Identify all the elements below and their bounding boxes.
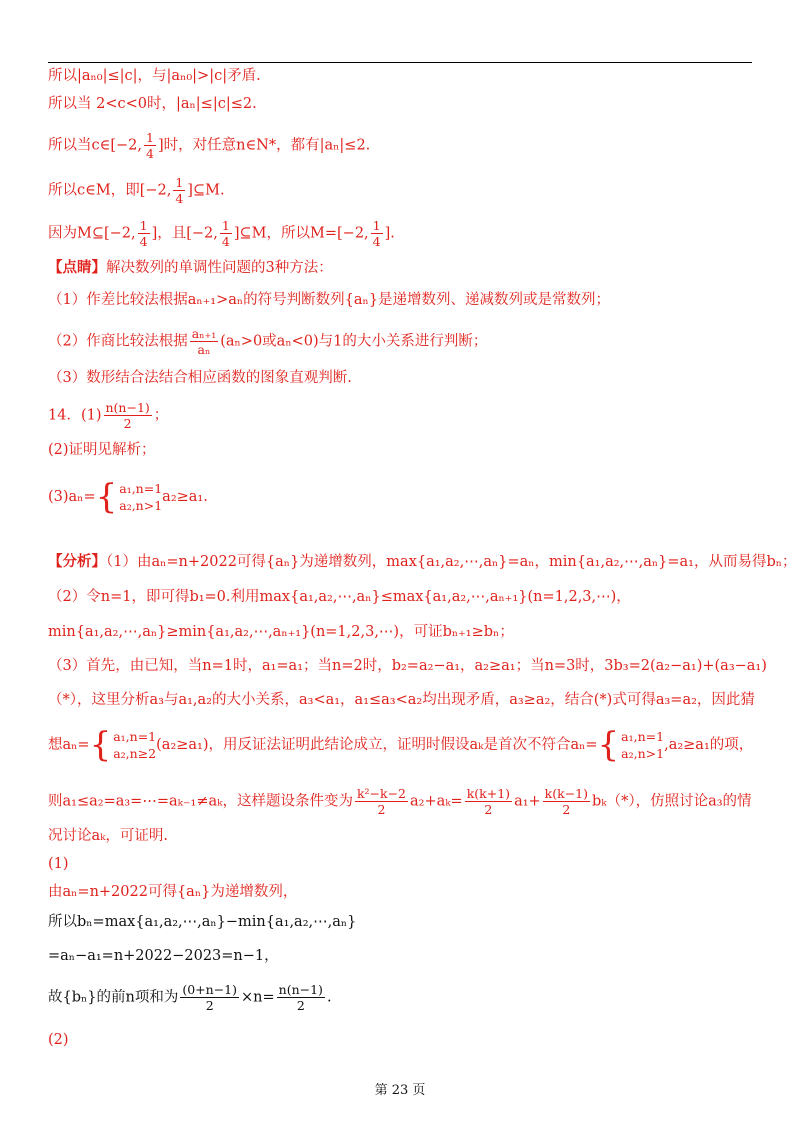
analysis-6-part-c: ,a₂≥a₁的项， bbox=[664, 737, 754, 753]
frac-num: 1 bbox=[146, 130, 154, 145]
case-row-1: a₁,n=1 bbox=[113, 729, 157, 744]
frac-num: k(k−1) bbox=[544, 786, 589, 801]
solution-1-text: (1) bbox=[48, 856, 69, 872]
solution-6-text: (2) bbox=[48, 1032, 69, 1048]
frac-den: 2 bbox=[296, 998, 305, 1013]
header-rule bbox=[48, 62, 752, 63]
analysis-2-text: （2）令n=1，即可得b₁=0.利用max{a₁,a₂,⋯,aₙ}≤max{a₁,a₂,⋯,aₙ₊₁}(n=1,2,3,⋯)， bbox=[48, 589, 631, 605]
frac-num: 1 bbox=[139, 218, 148, 233]
solution-4 bbox=[48, 946, 279, 966]
analysis-3 bbox=[48, 622, 514, 642]
frac-den: 2 bbox=[205, 998, 214, 1013]
q14-answer-2 bbox=[48, 440, 156, 460]
solution-5 bbox=[48, 982, 332, 1013]
analysis-tag: 【分析】 bbox=[48, 553, 106, 570]
line-4-part-a: 所以c∈M，即[−2, bbox=[48, 182, 172, 199]
frac-den: 4 bbox=[372, 234, 381, 249]
fraction-quarter bbox=[173, 175, 185, 206]
frac-den: 4 bbox=[146, 146, 154, 161]
case-row-2: a₂,n>1 bbox=[119, 498, 163, 513]
frac-den: 2 bbox=[562, 802, 571, 817]
line-5-part-c: ]⊆M，所以M=[−2, bbox=[233, 225, 369, 242]
solution-3-text: 所以bₙ=max{a₁,a₂,⋯,aₙ}−min{a₁,a₂,⋯,aₙ} bbox=[48, 914, 357, 930]
frac-den: aₙ bbox=[197, 342, 211, 357]
solution-2 bbox=[48, 882, 297, 902]
solution-2-text: 由aₙ=n+2022可得{aₙ}为递增数列， bbox=[48, 884, 298, 900]
q14-3-part-a: (3)aₙ= bbox=[48, 489, 96, 505]
frac-den: 2 bbox=[377, 802, 386, 817]
q14-part-a: 14．(1) bbox=[48, 407, 102, 424]
analysis-3-text: min{a₁,a₂,⋯,aₙ}≥min{a₁,a₂,⋯,aₙ₊₁}(n=1,2,3,⋯)，可证bₙ₊₁≥bₙ； bbox=[48, 624, 514, 640]
tip-heading bbox=[48, 258, 333, 278]
analysis-8-text: 况讨论aₖ，可证明. bbox=[48, 828, 169, 844]
text-line-2 bbox=[48, 94, 257, 114]
q14-answer-2-text: (2)证明见解析； bbox=[48, 442, 156, 458]
fraction-k2 bbox=[465, 786, 512, 817]
frac-num: 1 bbox=[221, 218, 230, 233]
frac-den: 2 bbox=[123, 416, 132, 431]
fraction-quarter bbox=[371, 218, 383, 249]
frac-num: k(k+1) bbox=[466, 786, 511, 801]
line-1-text: 所以|aₙ₀|≤|c|，与|aₙ₀|>|c|矛盾. bbox=[48, 68, 261, 84]
line-5-part-b: ]，且[−2, bbox=[151, 225, 218, 242]
solution-3 bbox=[48, 912, 356, 932]
analysis-7 bbox=[48, 786, 752, 817]
frac-num: n(n−1) bbox=[278, 982, 323, 997]
q14-answer-1 bbox=[48, 400, 168, 431]
frac-num: n(n−1) bbox=[105, 400, 150, 415]
cases-expression: { a₁,n=1 a₂,n>1 bbox=[95, 477, 163, 517]
analysis-6-part-b: (a₂≥a₁)，用反证法证明此结论成立，证明时假设aₖ是首次不符合aₙ= bbox=[156, 737, 598, 753]
analysis-1 bbox=[48, 552, 797, 572]
tip-text: 解决数列的单调性问题的3种方法： bbox=[106, 260, 333, 276]
case-row-2: a₂,n≥2 bbox=[113, 746, 157, 761]
frac-num: k²−k−2 bbox=[356, 786, 407, 801]
analysis-7-part-d: bₖ（*），仿照讨论a₃的情 bbox=[592, 793, 752, 810]
text-line-3 bbox=[48, 130, 370, 161]
case-row-1: a₁,n=1 bbox=[119, 481, 163, 496]
tip-tag: 【点睛】 bbox=[48, 259, 106, 276]
analysis-8 bbox=[48, 826, 168, 846]
solution-5-part-b: ×n= bbox=[241, 989, 275, 1006]
q14-3-part-b: a₂≥a₁. bbox=[162, 489, 208, 505]
fraction-k3 bbox=[543, 786, 590, 817]
method-2 bbox=[48, 326, 487, 357]
analysis-7-part-c: a₁+ bbox=[514, 793, 541, 810]
method-1-text: （1）作差比较法根据aₙ₊₁>aₙ的符号判断数列{aₙ}是递增数列、递减数列或是常数列； bbox=[48, 292, 611, 308]
solution-5-part-c: . bbox=[326, 989, 332, 1006]
cases-expression: { a₁,n=1 a₂,n≥2 bbox=[89, 725, 157, 765]
q14-answer-3 bbox=[48, 477, 208, 517]
fraction-sum bbox=[180, 982, 239, 1013]
frac-num: 1 bbox=[372, 218, 381, 233]
method-2-part-b: (aₙ>0或aₙ<0)与1的大小关系进行判断； bbox=[220, 333, 488, 350]
fraction-quarter bbox=[138, 218, 150, 249]
frac-num: 1 bbox=[175, 175, 184, 190]
analysis-4 bbox=[48, 656, 767, 676]
solution-5-part-a: 故{bₙ}的前n项和为 bbox=[48, 989, 179, 1006]
line-5-part-a: 因为M⊆[−2, bbox=[48, 225, 136, 242]
analysis-7-part-b: a₂+aₖ= bbox=[410, 793, 463, 810]
analysis-5-text: （*），这里分析a₃与a₁,a₂的大小关系，a₃<a₁，a₁≤a₃<a₂均出现矛盾，a₃≥a₂，结合(*)式可得a₃=a₂，因此猜 bbox=[48, 692, 755, 708]
analysis-6 bbox=[48, 725, 754, 765]
fraction-ratio bbox=[190, 326, 218, 357]
analysis-1-text: （1）由aₙ=n+2022可得{aₙ}为递增数列，max{a₁,a₂,⋯,aₙ}=aₙ，min{a₁,a₂,⋯,aₙ}=a₁，从而易得bₙ； bbox=[106, 554, 797, 570]
page-number: 第 23 页 bbox=[374, 1083, 426, 1098]
solution-1 bbox=[48, 854, 69, 874]
line-4-part-b: ]⊆M. bbox=[187, 182, 225, 199]
frac-den: 4 bbox=[221, 234, 230, 249]
line-3-part-a: 所以当c∈[−2, bbox=[48, 137, 142, 154]
cases-expression: { a₁,n=1 a₂,n>1 bbox=[597, 725, 665, 765]
method-3-text: （3）数形结合法结合相应函数的图象直观判断. bbox=[48, 370, 352, 386]
line-5-part-d: ]. bbox=[384, 225, 395, 242]
analysis-7-part-a: 则a₁≤a₂=a₃=⋯=aₖ₋₁≠aₖ，这样题设条件变为 bbox=[48, 793, 353, 810]
frac-num: aₙ₊₁ bbox=[191, 326, 217, 341]
text-line-1 bbox=[48, 66, 261, 86]
text-line-4 bbox=[48, 175, 225, 206]
method-2-part-a: （2）作商比较法根据 bbox=[48, 333, 188, 350]
analysis-2 bbox=[48, 587, 631, 607]
line-3-part-b: ]时，对任意n∈N*，都有|aₙ|≤2. bbox=[157, 137, 371, 154]
fraction-k1 bbox=[355, 786, 408, 817]
case-row-1: a₁,n=1 bbox=[621, 729, 665, 744]
solution-4-text: =aₙ−a₁=n+2022−2023=n−1， bbox=[48, 948, 279, 964]
solution-6 bbox=[48, 1030, 69, 1050]
method-3 bbox=[48, 368, 352, 388]
frac-den: 2 bbox=[484, 802, 493, 817]
fraction-nn1 bbox=[104, 400, 152, 431]
text-line-5 bbox=[48, 218, 395, 249]
frac-den: 4 bbox=[175, 191, 184, 206]
analysis-4-text: （3）首先，由已知，当n=1时，a₁=a₁；当n=2时，b₂=a₂−a₁，a₂≥a₁；当n=3时，3b₃=2(a₂−a₁)+(a₃−a₁) bbox=[48, 658, 767, 674]
case-row-2: a₂,n>1 bbox=[621, 746, 665, 761]
method-1 bbox=[48, 290, 610, 310]
frac-num: (0+n−1) bbox=[182, 982, 238, 997]
frac-den: 4 bbox=[139, 234, 148, 249]
fraction-nn1 bbox=[277, 982, 325, 1013]
fraction-quarter bbox=[144, 130, 156, 161]
fraction-quarter bbox=[220, 218, 232, 249]
line-2-text: 所以当 2<c<0时，|aₙ|≤|c|≤2. bbox=[48, 96, 257, 112]
q14-part-b: ； bbox=[153, 407, 169, 424]
analysis-6-part-a: 想aₙ= bbox=[48, 737, 90, 753]
analysis-5 bbox=[48, 690, 755, 710]
